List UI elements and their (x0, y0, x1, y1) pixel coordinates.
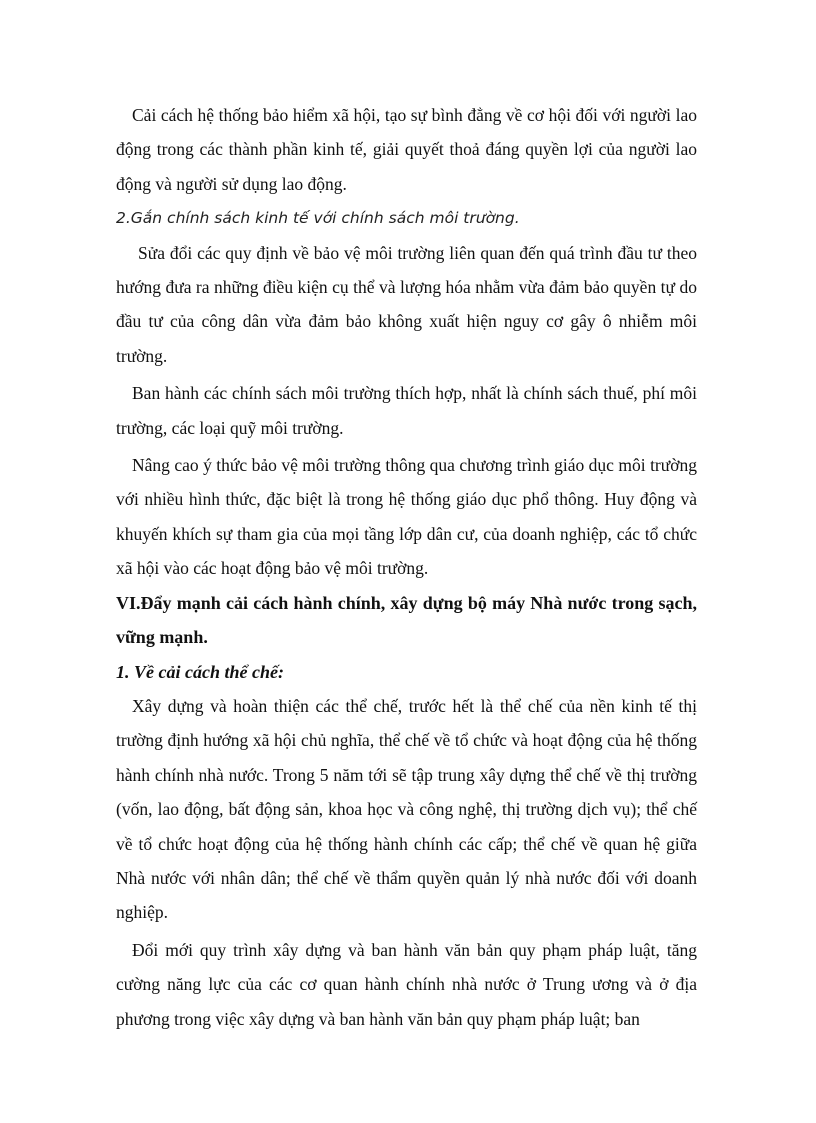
document-page (116, 98, 697, 1036)
paragraph-investment-environment-rules: Sửa đổi các quy định về bảo vệ môi trường liên quan đến quá trình đầu tư theo hướng đưa ra những điều kiện cụ thể và lượng hóa nhằm vừa đảm bảo quyền tự do đầu tư của công dân vừa đảm bảo không xuất hiện nguy cơ gây ô nhiễm môi trường. (116, 242, 697, 366)
paragraph-legal-document-process: Đổi mới quy trình xây dựng và ban hành văn bản quy phạm pháp luật, tăng cường năng lực của các cơ quan hành chính nhà nước ở Trung ương và ở địa phương trong việc xây dựng và ban hành văn bản quy phạm pháp luật; ban (116, 939, 697, 1029)
paragraph-environment-policies: Ban hành các chính sách môi trường thích hợp, nhất là chính sách thuế, phí môi trường, các loại quỹ môi trường. (116, 383, 697, 438)
subsection-heading-institutional-reform: 1. Về cải cách thể chế: (116, 661, 284, 682)
paragraph-social-insurance: Cải cách hệ thống bảo hiểm xã hội, tạo sự bình đẳng về cơ hội đối với người lao động trong các thành phần kinh tế, giải quyết thoả đáng quyền lợi của người lao động và người sử dụng lao động. (116, 105, 697, 194)
paragraph-build-institutions: Xây dựng và hoàn thiện các thể chế, trước hết là thể chế của nền kinh tế thị trường định hướng xã hội chủ nghĩa, thể chế về tổ chức và hoạt động của hệ thống hành chính nhà nước. Trong 5 năm tới sẽ tập trung xây dựng thể chế về thị trường (vốn, lao động, bất động sản, khoa học và công nghệ, thị trường dịch vụ); thể chế về tổ chức hoạt động của hệ thống hành chính các cấp; thể chế về quan hệ giữa Nhà nước với nhân dân; thể chế về thẩm quyền quản lý nhà nước đối với doanh nghiệp. (116, 695, 697, 923)
section-heading-administrative-reform: VI.Đẩy mạnh cải cách hành chính, xây dựng bộ máy Nhà nước trong sạch, vững mạnh. (116, 592, 697, 648)
paragraph-environment-awareness: Nâng cao ý thức bảo vệ môi trường thông qua chương trình giáo dục môi trường với nhiều hình thức, đặc biệt là trong hệ thống giáo dục phổ thông. Huy động và khuyến khích sự tham gia của mọi tầng lớp dân cư, của doanh nghiệp, các tổ chức xã hội vào các hoạt động bảo vệ môi trường. (116, 455, 697, 579)
section-heading-economic-environment-policy: 2.Gắn chính sách kinh tế với chính sách môi trường. (116, 209, 520, 228)
